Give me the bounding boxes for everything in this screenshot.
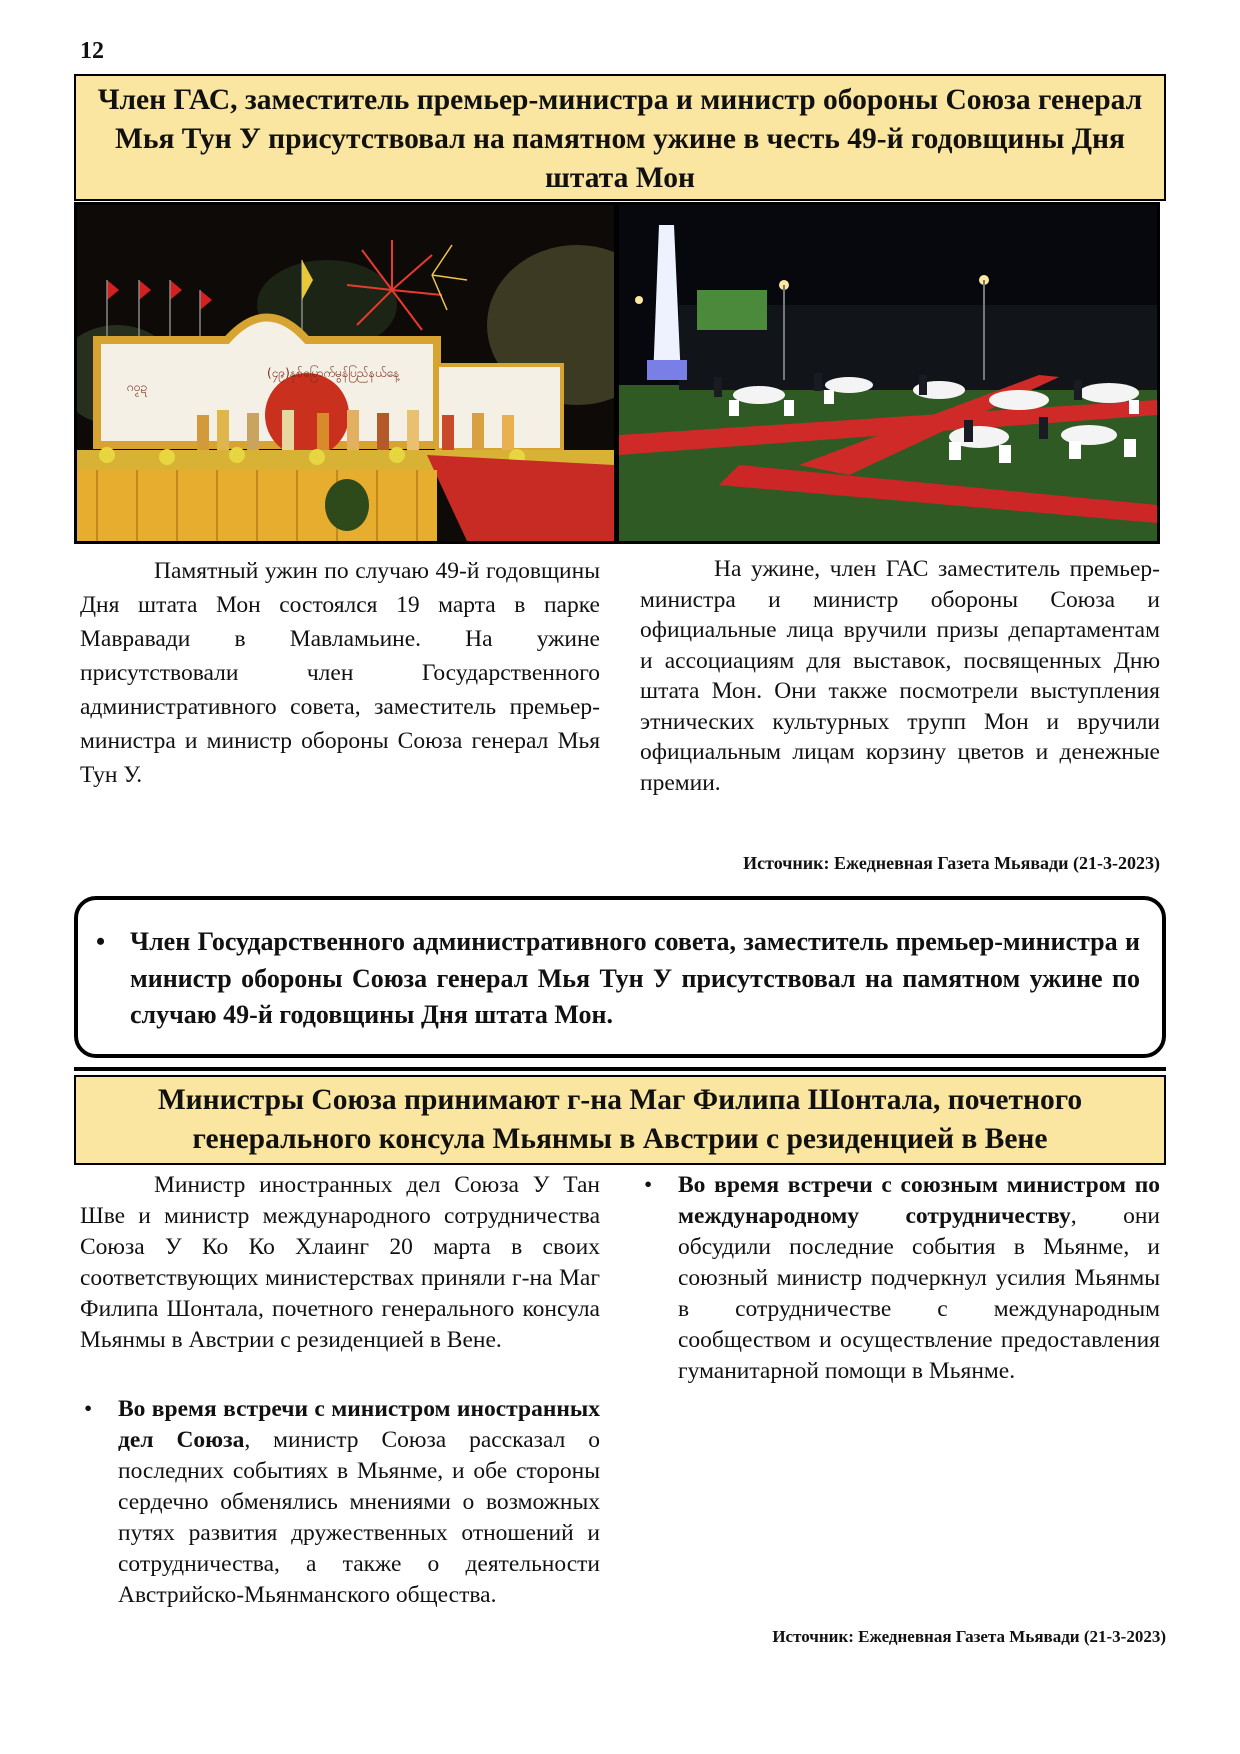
summary-callout-text: Член Государственного административного совета, заместитель премьер-министра и министр обороны Союза генерал Мья Тун У присутствовал на памятном ужине по случаю 49-й годовщины Дня штата Мон. bbox=[130, 927, 1140, 1029]
stage-fireworks-illustration bbox=[77, 205, 614, 541]
bullet-body-text: , они обсудили последние события в Мьянме, и союзный министр подчеркнул усилия Мьянмы в сотрудничестве с международным сообществом и осуществление предоставления гуманитарной помощи в Мьянме. bbox=[678, 1203, 1160, 1384]
summary-callout-box bbox=[74, 896, 1166, 1058]
bullet-icon: • bbox=[96, 927, 106, 956]
article-2-headline: Министры Союза принимают г-на Маг Филипа Шонтала, почетного генерального консула Мьянмы в Австрии с резиденцией в Вене bbox=[74, 1075, 1166, 1165]
bullet-icon: • bbox=[84, 1396, 93, 1422]
article-1-headline: Член ГАС, заместитель премьер-министра и министр обороны Союза генерал Мья Тун У присутствовал на памятном ужине в честь 49-й годовщины Дня штата Мон bbox=[74, 74, 1166, 201]
banner-side-script-text: ဂ၀ၟဍ bbox=[127, 380, 148, 394]
stage-fireworks-photo bbox=[77, 205, 614, 541]
bullet-lead-text: Во время встречи с министром иностранных дел Союза bbox=[118, 1396, 600, 1453]
bullet-body-text: , министр Союза рассказал о последних событиях в Мьянме, и обе стороны сердечно обменялись мнениями о возможных путях развития дружественных отношений и сотрудничества, а также о деятельности Австрийско-Мьянманского общества. bbox=[118, 1427, 601, 1608]
article-2-paragraph: Министр иностранных дел Союза У Тан Шве и министр международного сотрудничества Союза У Ко Ко Хлаинг 20 марта в своих соответствующих министерствах приняли г-на Маг Филипа Шонтала, почетного генерального консула Мьянмы в Австрии с резиденцией в Вене. bbox=[80, 1172, 600, 1353]
article-2-bullet-cooperation-minister bbox=[644, 1170, 1160, 1387]
article-2-bullet-foreign-minister bbox=[84, 1394, 601, 1611]
summary-callout bbox=[96, 924, 1140, 1034]
dinner-photo bbox=[619, 205, 1157, 541]
article-1-paragraph-left: Памятный ужин по случаю 49-й годовщины Дня штата Мон состоялся 19 марта в парке Мавравади в Мавламьине. На ужине присутствовали член Государственного административного совета, заместитель премьер-министра и министр обороны Союза генерал Мья Тун У. bbox=[80, 558, 600, 788]
article-2-source: Источник: Ежедневная Газета Мьявади (21-3-2023) bbox=[772, 1627, 1166, 1646]
section-divider bbox=[74, 1067, 1166, 1071]
article-1-paragraph-right: На ужине, член ГАС заместитель премьер-министра и министр обороны Союза и официальные лица вручили призы департаментам и ассоциациям для выставок, посвященных Дню штата Мон. Они также посмотрели выступления этнических культурных трупп Мон и вручили официальным лицам корзину цветов и денежные премии. bbox=[640, 556, 1160, 796]
bullet-icon: • bbox=[644, 1172, 653, 1198]
banner-script-text: (၄၉)နှစ်မြောက်မွန်ပြည်နယ်နေ့ bbox=[267, 366, 400, 380]
page-number: 12 bbox=[80, 38, 104, 64]
dinner-illustration bbox=[619, 205, 1157, 541]
bullet-lead-text: Во время встречи с союзным министром по международному сотрудничеству bbox=[678, 1172, 1160, 1229]
photo-strip bbox=[74, 202, 1160, 544]
article-1-source: Источник: Ежедневная Газета Мьявади (21-3-2023) bbox=[743, 853, 1160, 873]
